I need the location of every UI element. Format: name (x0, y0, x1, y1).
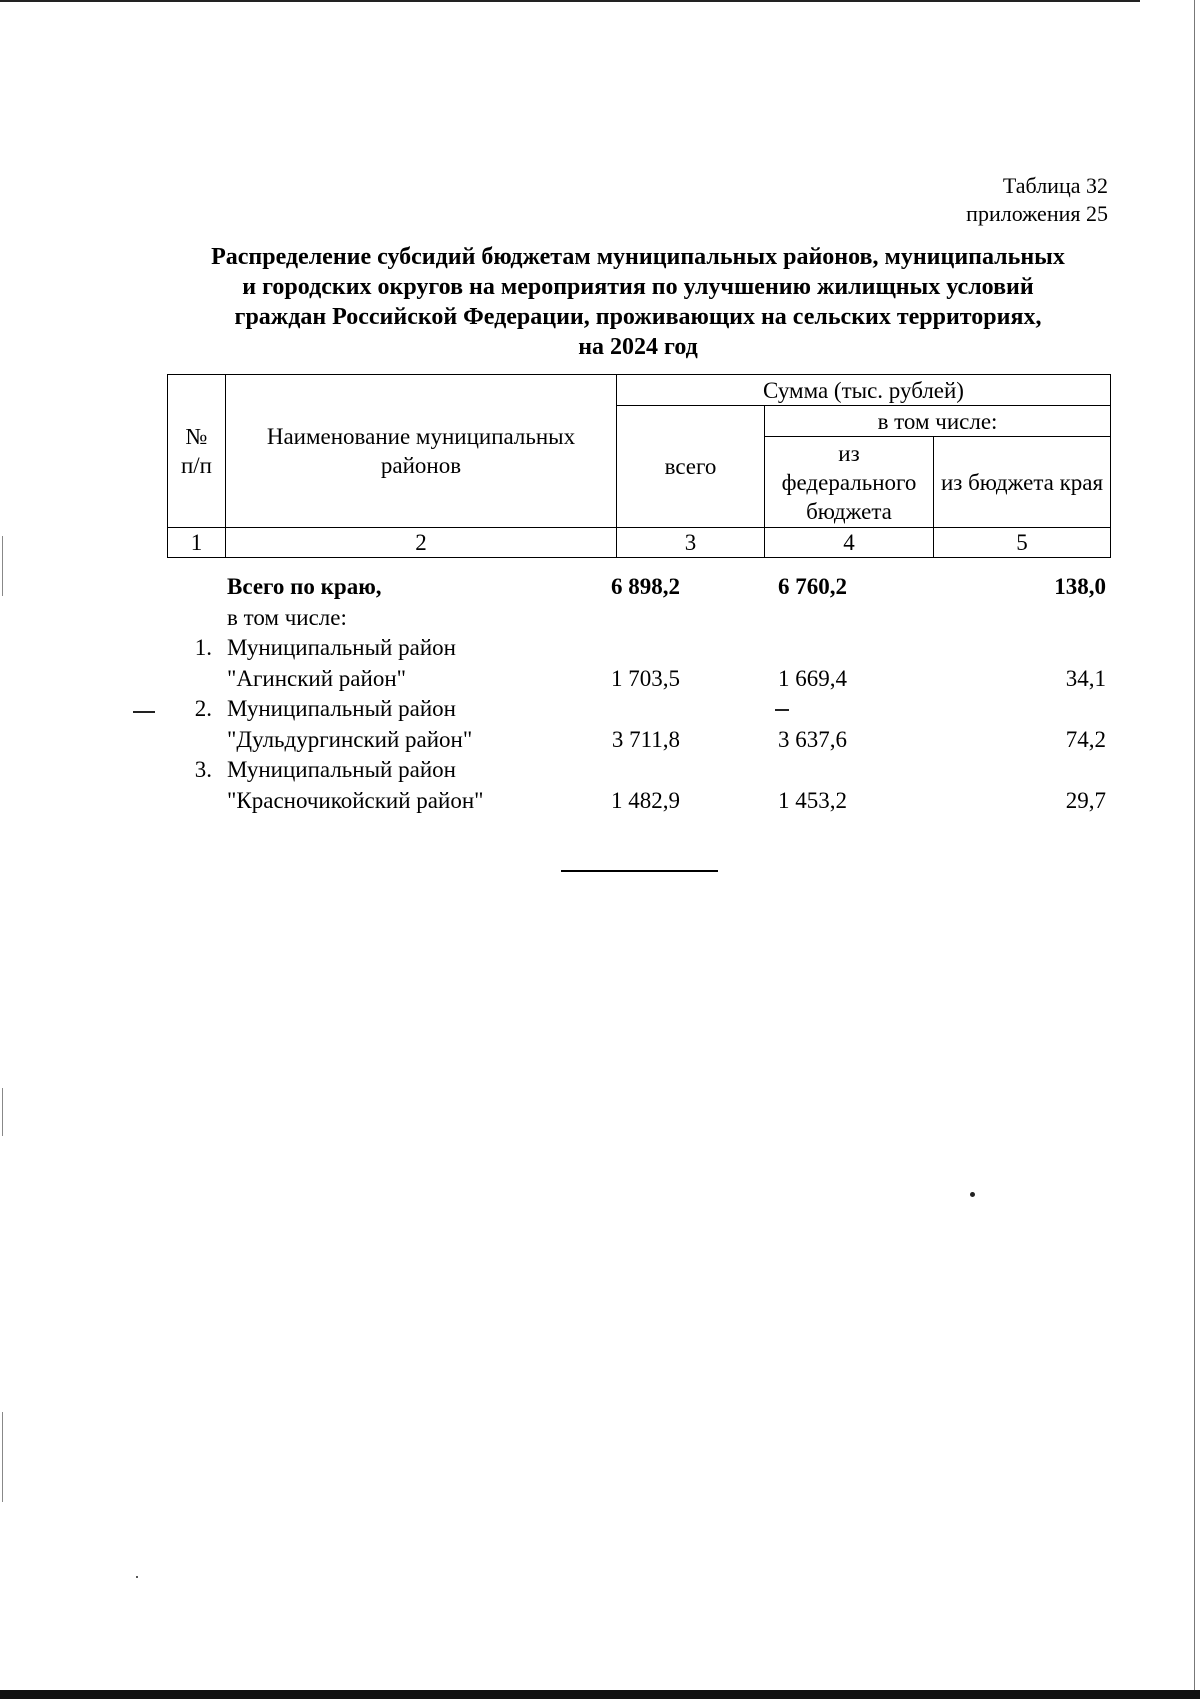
row-total: 3 711,8 (611, 726, 680, 752)
header-total: всего (617, 406, 765, 528)
row-name: "Красночикойский район" (227, 787, 484, 813)
table-row (167, 725, 1110, 756)
column-number: 2 (226, 528, 617, 558)
scan-mark (2, 536, 3, 596)
column-number: 5 (934, 528, 1111, 558)
table-row-total (167, 572, 1110, 603)
row-regional: 29,7 (1065, 787, 1106, 813)
row-federal: 1 453,2 (778, 787, 847, 813)
row-name: в том числе: (227, 604, 347, 630)
row-num: 1. (194, 635, 212, 660)
table-reference (966, 172, 1108, 228)
header-sum: Сумма (тыс. рублей) (617, 375, 1111, 406)
scan-mark (2, 1088, 3, 1136)
row-name: "Дульдургинский район" (227, 726, 473, 752)
column-number: 3 (617, 528, 765, 558)
row-name: Муниципальный район (227, 635, 456, 660)
row-federal: 1 669,4 (778, 665, 847, 691)
subsidy-table-header (167, 374, 1111, 558)
column-number: 4 (765, 528, 934, 558)
row-federal: 6 760,2 (778, 574, 847, 599)
row-regional: 138,0 (1054, 574, 1106, 599)
table-row (167, 664, 1110, 695)
header-name: Наименование муниципальных районов (226, 375, 617, 528)
row-federal: 3 637,6 (778, 726, 847, 752)
scan-speck (775, 709, 789, 711)
row-total: 1 703,5 (611, 665, 680, 691)
appendix-number: приложения 25 (966, 201, 1108, 226)
table-row (167, 633, 1110, 664)
row-num: 2. (194, 696, 212, 721)
header-num: № п/п (168, 375, 226, 528)
document-title: Распределение субсидий бюджетам муниципальных районов, муниципальных и городских округов на мероприятия по улучшению жилищных условий граждан Российской Федерации, проживающих на сельских территориях, на 2024 год (211, 244, 1065, 360)
table-row (167, 694, 1110, 725)
row-total: 6 898,2 (611, 574, 680, 599)
subsidy-table-body (167, 572, 1110, 816)
header-including: в том числе: (765, 406, 1111, 437)
end-of-table-rule (561, 870, 718, 872)
scan-speck (970, 1192, 975, 1197)
header-federal: из федерального бюджета (765, 437, 934, 528)
scan-edge-bottom (0, 1690, 1200, 1699)
row-regional: 74,2 (1065, 726, 1106, 752)
column-number: 1 (168, 528, 226, 558)
row-name: Муниципальный район (227, 696, 456, 721)
row-total: 1 482,9 (611, 787, 680, 813)
scan-edge-top (0, 0, 1140, 2)
table-row (167, 603, 1110, 634)
row-num: 3. (194, 757, 212, 782)
table-row (167, 755, 1110, 786)
scan-edge-right (1194, 0, 1195, 1699)
row-name: Муниципальный район (227, 757, 456, 782)
row-name: Всего по краю, (227, 574, 382, 599)
scan-mark (2, 1412, 3, 1502)
row-name: "Агинский район" (227, 665, 407, 691)
table-number: Таблица 32 (1002, 173, 1108, 198)
header-regional: из бюджета края (934, 437, 1111, 528)
table-row (167, 786, 1110, 817)
column-numbers-row (168, 528, 1111, 558)
scan-speck (136, 1576, 138, 1578)
row-regional: 34,1 (1065, 665, 1106, 691)
scan-speck (133, 711, 155, 713)
